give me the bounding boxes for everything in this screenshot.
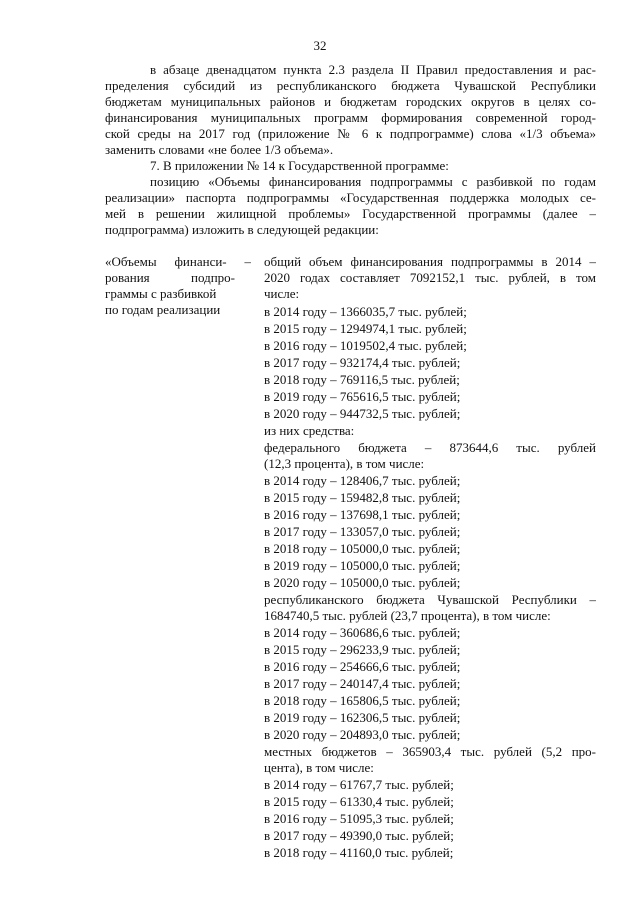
financing-year-line: в 2019 году – 765616,5 тыс. рублей; — [264, 389, 461, 404]
financing-year-line: в 2017 году – 49390,0 тыс. рублей; — [264, 828, 454, 843]
financing-year-line: в 2015 году – 61330,4 тыс. рублей; — [264, 794, 454, 809]
financing-year-line: в 2018 году – 165806,5 тыс. рублей; — [264, 693, 461, 708]
paragraph-2: 7. В приложении № 14 к Государственной программе: — [150, 158, 449, 173]
paragraph-3-line: позицию «Объемы финансирования подпрограммы с разбивкой по годам — [150, 174, 596, 189]
financing-line: (12,3 процента), в том числе: — [264, 456, 425, 471]
financing-line: из них средства: — [264, 423, 355, 438]
financing-year-line: в 2020 году – 944732,5 тыс. рублей; — [264, 406, 461, 421]
financing-year-line: в 2016 году – 254666,6 тыс. рублей; — [264, 659, 461, 674]
paragraph-3-line: реализации» паспорта подпрограммы «Государственная поддержка молодых се- — [105, 190, 596, 205]
position-label-line: по годам реализации — [105, 302, 221, 317]
financing-year-line: в 2014 году – 360686,6 тыс. рублей; — [264, 625, 461, 640]
financing-line: федерального бюджета – 873644,6 тыс. рублей — [264, 440, 596, 455]
financing-year-line: в 2019 году – 105000,0 тыс. рублей; — [264, 558, 461, 573]
financing-year-line: в 2019 году – 162306,5 тыс. рублей; — [264, 710, 461, 725]
page-number: 32 — [313, 38, 327, 53]
financing-year-line: в 2015 году – 296233,9 тыс. рублей; — [264, 642, 461, 657]
paragraph-1-line: пределения субсидий из республиканского бюджета Чувашской Республики — [105, 78, 596, 93]
paragraph-3-line: подпрограмма) изложить в следующей редакции: — [105, 222, 379, 237]
paragraph-1-line: в абзаце двенадцатом пункта 2.3 раздела II Правил предоставления и рас- — [150, 62, 596, 77]
financing-year-line: в 2017 году – 133057,0 тыс. рублей; — [264, 524, 461, 539]
financing-year-line: в 2020 году – 105000,0 тыс. рублей; — [264, 575, 461, 590]
financing-year-line: в 2014 году – 1366035,7 тыс. рублей; — [264, 304, 467, 319]
financing-year-line: в 2017 году – 240147,4 тыс. рублей; — [264, 676, 461, 691]
paragraph-1-line: заменить словами «не более 1/3 объема». — [105, 142, 334, 157]
paragraph-1-line: ской среды на 2017 год (приложение № 6 к подпрограмме) слова «1/3 объема» — [105, 126, 596, 141]
financing-year-line: в 2015 году – 1294974,1 тыс. рублей; — [264, 321, 467, 336]
financing-line: числе: — [264, 286, 300, 301]
position-label-line: рования подпро- — [105, 270, 235, 285]
paragraph-1-line: финансирования муниципальных программ формирования современной город- — [105, 110, 596, 125]
financing-year-line: в 2016 году – 137698,1 тыс. рублей; — [264, 507, 461, 522]
financing-year-line: в 2016 году – 51095,3 тыс. рублей; — [264, 811, 454, 826]
financing-line: местных бюджетов – 365903,4 тыс. рублей (5,2 про- — [264, 744, 596, 759]
paragraph-1-line: бюджетам муниципальных районов и бюджетам городских округов в целях со- — [105, 94, 596, 109]
financing-year-line: в 2018 году – 769116,5 тыс. рублей; — [264, 372, 460, 387]
financing-year-line: в 2016 году – 1019502,4 тыс. рублей; — [264, 338, 467, 353]
financing-line: 2020 годах составляет 7092152,1 тыс. рублей, в том — [264, 270, 596, 285]
financing-line: 1684740,5 тыс. рублей (23,7 процента), в том числе: — [264, 608, 551, 623]
financing-year-line: в 2017 году – 932174,4 тыс. рублей; — [264, 355, 461, 370]
financing-year-line: в 2018 году – 105000,0 тыс. рублей; — [264, 541, 461, 556]
financing-year-line: в 2015 году – 159482,8 тыс. рублей; — [264, 490, 461, 505]
financing-line: республиканского бюджета Чувашской Республики – — [264, 592, 596, 607]
financing-year-line: в 2014 году – 128406,7 тыс. рублей; — [264, 473, 461, 488]
paragraph-3-line: мей в решении жилищной проблемы» Государственной программы (далее – — [105, 206, 596, 221]
financing-year-line: в 2014 году – 61767,7 тыс. рублей; — [264, 777, 454, 792]
position-label-line: «Объемы финанси- – — [105, 254, 251, 269]
position-label-line: граммы с разбивкой — [105, 286, 217, 301]
financing-year-line: в 2020 году – 204893,0 тыс. рублей; — [264, 727, 461, 742]
financing-line: цента), в том числе: — [264, 760, 374, 775]
financing-year-line: в 2018 году – 41160,0 тыс. рублей; — [264, 845, 454, 860]
financing-line: общий объем финансирования подпрограммы в 2014 – — [264, 254, 596, 269]
